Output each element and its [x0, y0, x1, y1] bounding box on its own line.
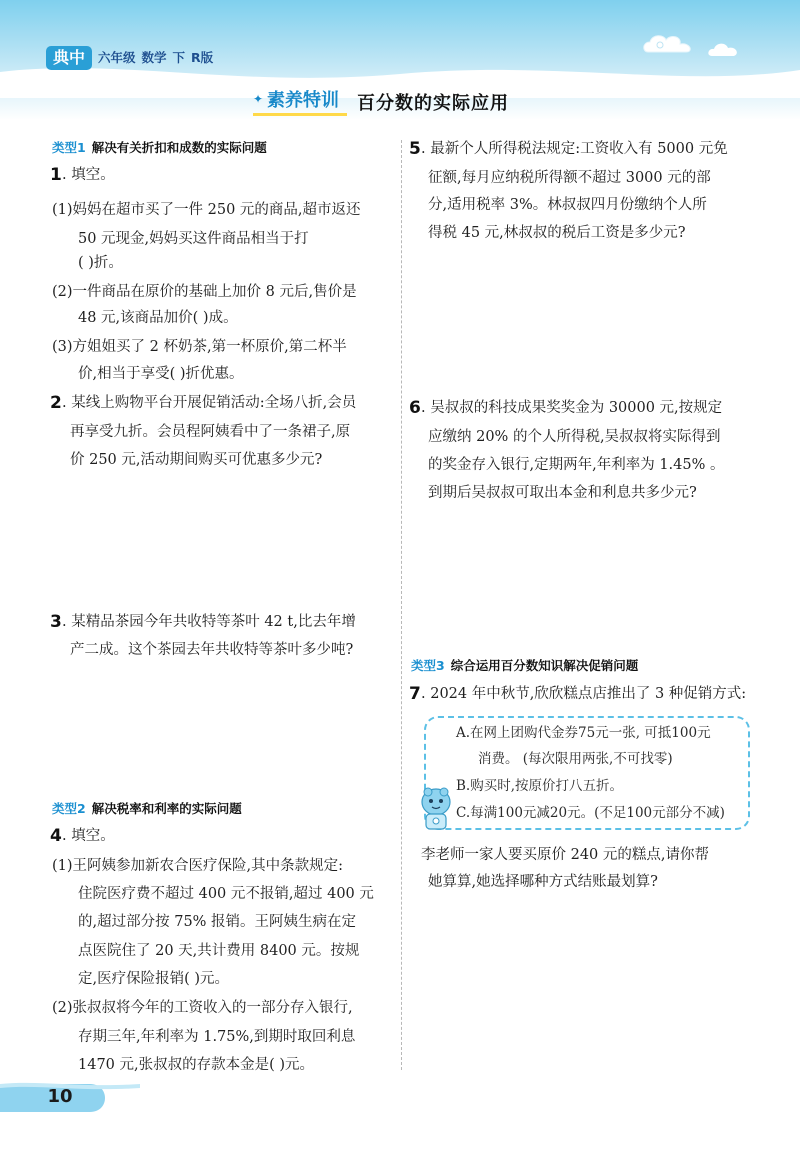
- q2-line3: 价 250 元,活动期间购买可优惠多少元?: [70, 452, 323, 468]
- q4-part2-line1: (2)张叔叔将今年的工资收入的一部分存入银行,: [52, 1000, 353, 1016]
- q5-line4: 得税 45 元,林叔叔的税后工资是多少元?: [428, 225, 686, 241]
- q7-ask-line2: 她算算,她选择哪种方式结账最划算?: [428, 874, 658, 890]
- q3-line2: 产二成。这个茶园去年共收特等茶叶多少吨?: [70, 642, 354, 658]
- question-number-7: 7: [409, 684, 421, 704]
- title-label: ✦ 素养特训: [253, 89, 347, 116]
- q5-line2: 征额,每月应纳税所得额不超过 3000 元的部: [428, 170, 711, 186]
- q1-part1-line2: 50 元现金,妈妈买这件商品相当于打: [78, 231, 309, 247]
- q3-line1: . 某精品茶园今年共收特等茶叶 42 t,比去年增: [62, 614, 356, 630]
- grade-label: 六年级: [98, 50, 136, 65]
- q5-line3: 分,适用税率 3%。林叔叔四月份缴纳个人所: [428, 197, 707, 213]
- mascot-icon: [416, 786, 456, 832]
- question-number-4: 4: [50, 826, 62, 846]
- question-number-1: 1: [50, 165, 62, 185]
- q1-part3-line2: 价,相当于享受( )折优惠。: [78, 366, 244, 382]
- section-heading-1: 类型1 解决有关折扣和成数的实际问题: [52, 140, 267, 155]
- book-info: [98, 48, 219, 66]
- page-number: 10: [47, 1086, 73, 1107]
- promo-option-c: C.每满100元减20元。(不足100元部分不减): [456, 805, 725, 821]
- q4-part1-line1: (1)王阿姨参加新农合医疗保险,其中条款规定:: [52, 858, 344, 874]
- q4-part1-line5: 定,医疗保险报销( )元。: [78, 971, 230, 987]
- question-4-stem: . 填空。: [62, 828, 115, 844]
- cloud-icon: [706, 40, 746, 60]
- sparkle-icon: ✦: [253, 91, 264, 106]
- question-number-5: 5: [409, 139, 421, 159]
- page-title: 百分数的实际应用: [357, 93, 509, 114]
- promo-option-b: B.购买时,按原价打八五折。: [456, 778, 624, 794]
- q6-line2: 应缴纳 20% 的个人所得税,吴叔叔将实际得到: [428, 429, 721, 445]
- edition-label: R版: [191, 50, 214, 65]
- q4-part2-line2: 存期三年,年利率为 1.75%,到期时取回利息: [78, 1029, 356, 1045]
- section-heading-2: 类型2 解决税率和利率的实际问题: [52, 801, 242, 816]
- promo-option-a: A.在网上团购代金券75元一张, 可抵100元: [456, 725, 711, 741]
- q4-part1-line2: 住院医疗费不超过 400 元不报销,超过 400 元: [78, 886, 374, 902]
- question-number-6: 6: [409, 398, 421, 418]
- question-number-3: 3: [50, 612, 62, 632]
- question-number-2: 2: [50, 393, 62, 413]
- question-1-stem: . 填空。: [62, 167, 115, 183]
- section-heading-3: 类型3 综合运用百分数知识解决促销问题: [411, 658, 639, 673]
- footer-band: [0, 1078, 800, 1118]
- cloud-icon: [640, 30, 700, 58]
- q2-line2: 再享受九折。会员程阿姨看中了一条裙子,原: [70, 424, 351, 440]
- subject-label: 数学: [141, 50, 167, 65]
- q6-line1: . 吴叔叔的科技成果奖奖金为 30000 元,按规定: [421, 400, 723, 416]
- q2-line1: . 某线上购物平台开展促销活动:全场八折,会员: [62, 395, 357, 411]
- q6-line4: 到期后吴叔叔可取出本金和利息共多少元?: [428, 485, 697, 501]
- brand-logo: 典中: [46, 46, 92, 70]
- q1-part1-blank: ( )折。: [78, 255, 123, 271]
- q7-stem: . 2024 年中秋节,欣欣糕点店推出了 3 种促销方式:: [421, 686, 747, 702]
- q4-part1-line4: 点医院住了 20 天,共计费用 8400 元。按规: [78, 943, 360, 959]
- q4-part2-line3: 1470 元,张叔叔的存款本金是( )元。: [78, 1057, 315, 1073]
- q7-ask-line1: 李老师一家人要买原价 240 元的糕点,请你帮: [421, 847, 710, 863]
- term-label: 下: [172, 50, 186, 65]
- section-title: [253, 87, 509, 117]
- promo-option-a-note: 消费。 (每次限用两张,不可找零): [478, 751, 673, 767]
- q6-line3: 的奖金存入银行,定期两年,年利率为 1.45% 。: [428, 457, 725, 473]
- q1-part2-line2: 48 元,该商品加价( )成。: [78, 310, 238, 326]
- column-divider: [401, 140, 402, 1070]
- q1-part1-line1: (1)妈妈在超市买了一件 250 元的商品,超市返还: [52, 202, 361, 218]
- q4-part1-line3: 的,超过部分按 75% 报销。王阿姨生病在定: [78, 914, 357, 930]
- q1-part2-line1: (2)一件商品在原价的基础上加价 8 元后,售价是: [52, 284, 357, 300]
- q1-part3-line1: (3)方姐姐买了 2 杯奶茶,第一杯原价,第二杯半: [52, 339, 347, 355]
- q5-line1: . 最新个人所得税法规定:工资收入有 5000 元免: [421, 141, 728, 157]
